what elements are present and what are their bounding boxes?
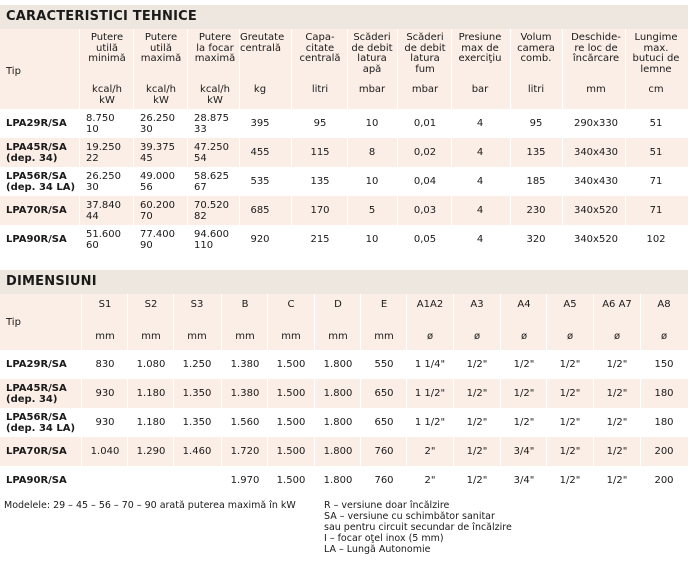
table-cell: 135	[526, 147, 546, 158]
table-cell: 1/2"	[606, 475, 628, 486]
table-cell: 8.750 10	[86, 112, 115, 135]
column-unit: mm	[141, 331, 161, 342]
table-cell: 1.040	[90, 446, 120, 457]
legend-line: R – versiune doar încălzire	[324, 500, 450, 511]
table-cell: 1/2"	[466, 446, 488, 457]
column-unit: litri	[527, 84, 545, 95]
table-cell: 230	[526, 205, 546, 216]
column-unit: mbar	[411, 84, 439, 95]
table-cell: 1/2"	[559, 446, 581, 457]
table-cell: 180	[654, 417, 674, 428]
table-cell: 1.180	[136, 417, 166, 428]
table-cell: 28.875 33	[194, 112, 229, 135]
column-unit: mm	[235, 331, 255, 342]
table-cell: 51	[649, 118, 663, 129]
column-header: S3	[190, 299, 204, 310]
table-cell: 71	[649, 205, 663, 216]
table-cell: 830	[95, 359, 115, 370]
table-cell: 1/2"	[606, 417, 628, 428]
column-header: A3	[470, 299, 484, 310]
table-cell: 115	[310, 147, 330, 158]
table-cell: 760	[374, 475, 394, 486]
row-tip: LPA90R/SA	[6, 234, 67, 245]
table-cell: 47.250 54	[194, 141, 229, 164]
table-cell: 1/2"	[466, 475, 488, 486]
table-cell: 685	[250, 205, 270, 216]
tip-header: Tip	[6, 66, 21, 77]
table-cell: 37.840 44	[86, 199, 121, 222]
column-unit: mm	[374, 331, 394, 342]
row-tip: LPA90R/SA	[6, 475, 67, 486]
column-unit: mm	[281, 331, 301, 342]
column-header: Scăderi de debit latura apă	[351, 32, 393, 75]
table-cell: 0,04	[413, 176, 437, 187]
column-header: D	[334, 299, 342, 310]
table-cell: 1/2"	[606, 359, 628, 370]
table-cell: 1.180	[136, 388, 166, 399]
table-cell: 150	[654, 359, 674, 370]
table-cell: 1.500	[276, 388, 306, 399]
table-cell: 1.970	[230, 475, 260, 486]
table-cell: 95	[313, 118, 327, 129]
column-header: A8	[657, 299, 671, 310]
table-cell: 1/2"	[559, 388, 581, 399]
table-cell: 49.000 56	[140, 170, 175, 193]
column-header: Capa- citate centrală	[299, 32, 341, 64]
column-unit: ø	[473, 331, 481, 342]
column-header: Putere utilă minimă	[88, 32, 126, 64]
dim-title: DIMENSIUNI	[0, 270, 688, 294]
table-cell: 0,05	[413, 234, 437, 245]
table-cell: 3/4"	[513, 475, 535, 486]
row-tip: LPA56R/SA (dep. 34 LA)	[6, 170, 76, 193]
column-unit: ø	[520, 331, 528, 342]
table-cell: 5	[368, 205, 376, 216]
table-cell: 0,03	[413, 205, 437, 216]
column-header: A5	[563, 299, 577, 310]
table-cell: 920	[250, 234, 270, 245]
table-cell: 39.375 45	[140, 141, 175, 164]
column-unit: mm	[586, 84, 606, 95]
table-cell: 26.250 30	[140, 112, 175, 135]
column-unit: mm	[95, 331, 115, 342]
table-cell: 1/2"	[513, 359, 535, 370]
column-unit: litri	[311, 84, 329, 95]
table-cell: 395	[250, 118, 270, 129]
table-cell: 10	[365, 234, 379, 245]
column-unit: cm	[648, 84, 664, 95]
column-header: S1	[98, 299, 112, 310]
column-header: A1A2	[416, 299, 444, 310]
table-cell: 1.800	[323, 475, 353, 486]
column-unit: ø	[660, 331, 668, 342]
table-cell: 102	[646, 234, 666, 245]
table-cell: 2"	[424, 446, 436, 457]
table-cell: 1.500	[276, 446, 306, 457]
column-unit: kcal/h kW	[146, 84, 176, 106]
table-cell: 760	[374, 446, 394, 457]
table-cell: 930	[95, 388, 115, 399]
table-cell: 185	[526, 176, 546, 187]
column-header: Deschide- re loc de încărcare	[571, 32, 621, 64]
table-cell: 4	[476, 118, 484, 129]
models-note: Modelele: 29 – 45 – 56 – 70 – 90 arată puterea maximă în kW	[4, 500, 296, 511]
table-cell: 930	[95, 417, 115, 428]
column-header: S2	[144, 299, 158, 310]
table-cell: 26.250 30	[86, 170, 121, 193]
table-cell: 200	[654, 475, 674, 486]
table-cell: 535	[250, 176, 270, 187]
row-tip: LPA56R/SA (dep. 34 LA)	[6, 411, 76, 434]
table-cell: 71	[649, 176, 663, 187]
column-header: E	[380, 299, 388, 310]
table-cell: 4	[476, 176, 484, 187]
column-unit: kcal/h kW	[200, 84, 230, 106]
table-cell: 340x430	[573, 147, 619, 158]
table-cell: 1.380	[230, 359, 260, 370]
table-cell: 290x330	[573, 118, 619, 129]
row-tip: LPA45R/SA (dep. 34)	[6, 141, 67, 164]
table-cell: 340x430	[573, 176, 619, 187]
table-cell: 1 1/2"	[414, 388, 446, 399]
row-tip: LPA29R/SA	[6, 359, 67, 370]
row-tip: LPA70R/SA	[6, 205, 67, 216]
table-cell: 180	[654, 388, 674, 399]
table-cell: 1.500	[276, 417, 306, 428]
table-cell: 1.460	[182, 446, 212, 457]
tip-header: Tip	[6, 317, 21, 328]
table-cell: 58.625 67	[194, 170, 229, 193]
column-unit: mm	[328, 331, 348, 342]
table-cell: 95	[529, 118, 543, 129]
table-cell: 1.290	[136, 446, 166, 457]
table-cell: 77.400 90	[140, 228, 175, 251]
column-header: Scăderi de debit latura fum	[404, 32, 446, 75]
table-cell: 320	[526, 234, 546, 245]
table-cell: 340x520	[573, 234, 619, 245]
column-unit: bar	[471, 84, 489, 95]
table-cell: 1.720	[230, 446, 260, 457]
table-cell: 1.380	[230, 388, 260, 399]
table-cell: 455	[250, 147, 270, 158]
table-cell: 0,01	[413, 118, 437, 129]
legend-line: LA – Lungă Autonomie	[324, 544, 431, 555]
table-cell: 1.800	[323, 446, 353, 457]
table-cell: 19.250 22	[86, 141, 121, 164]
table-cell: 1/2"	[513, 417, 535, 428]
table-cell: 1.800	[323, 417, 353, 428]
column-header: Presiune max de exerciţiu	[458, 32, 502, 64]
table-cell: 1.250	[182, 359, 212, 370]
table-cell: 1.800	[323, 359, 353, 370]
column-header: Putere utilă maximă	[140, 32, 182, 64]
table-cell: 650	[374, 388, 394, 399]
column-unit: ø	[566, 331, 574, 342]
column-header: Greutate centrală	[240, 32, 285, 54]
table-cell: 3/4"	[513, 446, 535, 457]
row-tip: LPA45R/SA (dep. 34)	[6, 382, 67, 405]
table-cell: 70.520 82	[194, 199, 229, 222]
table-cell: 1/2"	[606, 446, 628, 457]
table-cell: 1/2"	[513, 388, 535, 399]
table-cell: 1.800	[323, 388, 353, 399]
table-cell: 1.500	[276, 359, 306, 370]
table-cell: 1 1/2"	[414, 417, 446, 428]
legend-line: sau pentru circuit secundar de încălzire	[324, 522, 512, 533]
table-cell: 170	[310, 205, 330, 216]
table-cell: 215	[310, 234, 330, 245]
table-cell: 200	[654, 446, 674, 457]
table-cell: 1.080	[136, 359, 166, 370]
table-cell: 10	[365, 176, 379, 187]
table-cell: 94.600 110	[194, 228, 229, 251]
table-cell: 1.500	[276, 475, 306, 486]
column-unit: mm	[187, 331, 207, 342]
table-cell: 2"	[424, 475, 436, 486]
table-cell: 135	[310, 176, 330, 187]
column-unit: ø	[613, 331, 621, 342]
table-cell: 1/2"	[466, 359, 488, 370]
table-cell: 1/2"	[466, 388, 488, 399]
column-unit: mbar	[358, 84, 386, 95]
column-unit: kg	[253, 84, 267, 95]
table-cell: 1/2"	[559, 359, 581, 370]
table-cell: 1.350	[182, 417, 212, 428]
row-tip: LPA70R/SA	[6, 446, 67, 457]
table-cell: 1 1/4"	[414, 359, 446, 370]
table-cell: 340x520	[573, 205, 619, 216]
column-header: Volum camera comb.	[517, 32, 555, 64]
table-cell: 4	[476, 147, 484, 158]
table-cell: 51	[649, 147, 663, 158]
column-unit: ø	[426, 331, 434, 342]
column-header: Lungime max. butuci de lemne	[632, 32, 680, 75]
column-header: A4	[517, 299, 531, 310]
table-cell: 1.560	[230, 417, 260, 428]
column-header: Putere la focar maximă	[194, 32, 236, 64]
table-cell: 8	[368, 147, 376, 158]
column-header: A6 A7	[602, 299, 632, 310]
table-cell: 4	[476, 205, 484, 216]
table-cell: 60.200 70	[140, 199, 175, 222]
table-cell: 1/2"	[559, 475, 581, 486]
table-cell: 650	[374, 417, 394, 428]
table-cell: 4	[476, 234, 484, 245]
legend-line: SA – versiune cu schimbător sanitar	[324, 511, 495, 522]
column-header: C	[287, 299, 295, 310]
legend-line: I – focar oţel inox (5 mm)	[324, 533, 444, 544]
table-cell: 550	[374, 359, 394, 370]
column-header: B	[241, 299, 249, 310]
column-unit: kcal/h kW	[92, 84, 122, 106]
table-cell: 1/2"	[466, 417, 488, 428]
tech-title: CARACTERISTICI TEHNICE	[0, 5, 688, 29]
table-cell: 1/2"	[606, 388, 628, 399]
row-tip: LPA29R/SA	[6, 118, 67, 129]
table-cell: 1.350	[182, 388, 212, 399]
table-cell: 0,02	[413, 147, 437, 158]
table-cell: 1/2"	[559, 417, 581, 428]
table-cell: 51.600 60	[86, 228, 121, 251]
table-cell: 10	[365, 118, 379, 129]
